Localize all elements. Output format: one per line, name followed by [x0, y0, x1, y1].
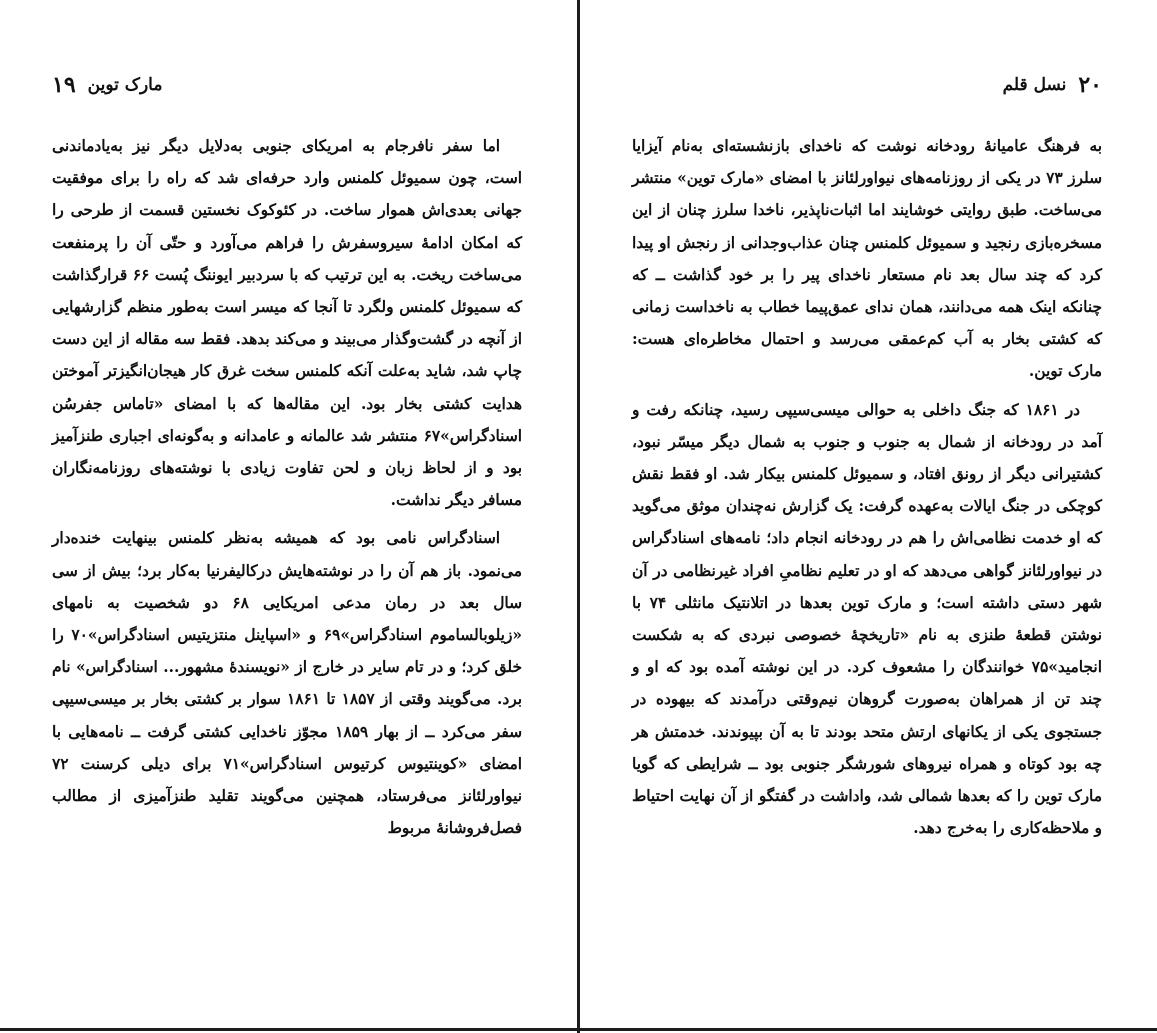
right-paragraph-1: به فرهنگ عامیانهٔ رودخانه نوشت که ناخدای بازنشسته‌ای به‌نام آیزایا سلرز ۷۳ در یکی از روزنامه‌های نیواورلئانز با امضای «مارک توین» منتشر می‌ساخت. طبق روایتی خوشایند اما اثبات‌ناپذیر، ناخدا سلرز چنان از این مسخره‌بازی رنجید و سمیوئل کلمنس چنان عذاب‌وجدانی از رنجش او پیدا کرد که چند سال بعد نام مستعار ناخدای پیر را بر خود گذاشت ــ که چنانکه اینک همه می‌دانند، همان ندای عمق‌پیما خطاب به ناخداست زمانی که کشتی بخار به آب کم‌عمقی می‌رسد و احتمال مخاطره‌ای هست: مارک توین. [632, 137, 1102, 381]
left-page-number: ۱۹ [52, 72, 76, 98]
left-paragraph-1: اما سفر نافرجام به امریکای جنوبی به‌دلایل دیگر نیز به‌یادماندنی است، چون سمیوئل کلمنس وارد حرفه‌ای شد که راه را برای موفقیت جهانی بعدی‌اش هموار ساخت. در کئوکوک نخستین قسمت از طرحی را که امکان ادامهٔ سیروسفرش را فراهم می‌آورد و حتّی آن را پرمنفعت می‌ساخت ریخت. به این ترتیب که با سردبیر ایوننگ پُست ۶۶ قرارگذاشت که سمیوئل کلمنس ولگرد تا آنجا که میسر است به‌طور منظم گزارشهایی از آنچه در گشت‌وگذار می‌بیند و می‌کند بدهد. فقط سه مقاله از این دست چاپ شد، شاید به‌علت آنکه کلمنس سخت غرق کار هیجان‌انگیزتر آموختن هدایت کشتی بخار بود. این مقاله‌ها که با امضای «تاماس جفرسُن اسنادگراس»۶۷ منتشر شد عالمانه و عامدانه و به‌گونه‌ای اجباری طنزآمیز بود و از لحاظ زبان و لحن تفاوت زیادی با نوشته‌های روزنامه‌نگاران مسافر دیگر نداشت. [52, 137, 522, 510]
right-page-body [632, 130, 1102, 844]
right-paragraph-2: در ۱۸۶۱ که جنگ داخلی به حوالی میسی‌سیپی رسید، چنانکه رفت و آمد در رودخانه از شمال به جنوب و جنوب به شمال دیگر میسّر نبود، کشتیرانی دیگر از رونق افتاد، و سمیوئل کلمنس بیکار شد. او فقط نقش کوچکی در جنگ ایالات به‌عهده گرفت: یک گزارش نه‌چندان موثق می‌گوید که او خدمت نظامی‌اش را هم در رودخانه انجام داد؛ نامه‌های اسنادگراس در نیواورلئانز گواهی می‌دهد که او در تعلیم نظامیِ افراد غیرنظامی در آن شهر دستی داشته است؛ و مارک توین بعدها در اتلانتیک مانثلی ۷۴ با نوشتن قطعهٔ طنزی به نام «تاریخچهٔ خصوصی نبردی که به شکست انجامید»۷۵ خوانندگان را مشعوف کرد. در این نوشته آمده بود که او و چند تن از همراهان به‌صورت گروهان نیم‌وقتی درآمدند که بیهوده در جستجوی یکی از یکانهای ارتش متحد بودند تا به آن بپیوندند. خدمتش هر چه بود کوتاه و همراه نیروهای شورشگر جنوبی بود ــ شرایطی که گویا مارک توین را که بعدها شمالی شد، واداشت در گفتگو از آن نهایت احتیاط و ملاحظه‌کاری را به‌خرج دهد. [632, 400, 1102, 838]
left-page-body [52, 130, 522, 844]
left-paragraph-2: اسنادگراس نامی بود که همیشه به‌نظر کلمنس بینهایت خنده‌دار می‌نمود. باز هم آن را در نوشته‌هایش درکالیفرنیا به‌کار برد؛ بیش از سی سال بعد در رمان مدعی امریکایی ۶۸ دو شخصیت به نامهای «زیلوبالساموم اسنادگراس»۶۹ و «اسپاینل منتزیتیس اسنادگراس»۷۰ را خلق کرد؛ و در تام سایر در خارج از «نویسندهٔ مشهور... اسنادگراس» نام برد. می‌گویند وقتی از ۱۸۵۷ تا ۱۸۶۱ سوار بر کشتی بخار بر میسی‌سیپی سفر می‌کرد ــ از بهار ۱۸۵۹ مجوّز ناخدایی کشتی گرفت ــ نامه‌هایی با امضای «کوینتیوس کرتیوس اسنادگراس»۷۱ برای دیلی کرسنت ۷۲ نیواورلئانز می‌فرستاد، همچنین می‌گویند تقلید طنزآمیزی از مطالب فصل‌فروشانهٔ مربوط [52, 529, 523, 838]
right-page-number: ۲۰ [1078, 72, 1102, 98]
page-gutter-divider [577, 0, 580, 1033]
bottom-edge-rule [0, 1028, 1157, 1031]
right-page [632, 0, 1102, 1028]
left-page-running-title: مارک توین [87, 75, 163, 95]
left-page-header [52, 68, 522, 102]
right-page-running-title: نسل قلم [1002, 75, 1067, 95]
left-page [52, 0, 522, 1028]
right-page-header [632, 68, 1102, 102]
